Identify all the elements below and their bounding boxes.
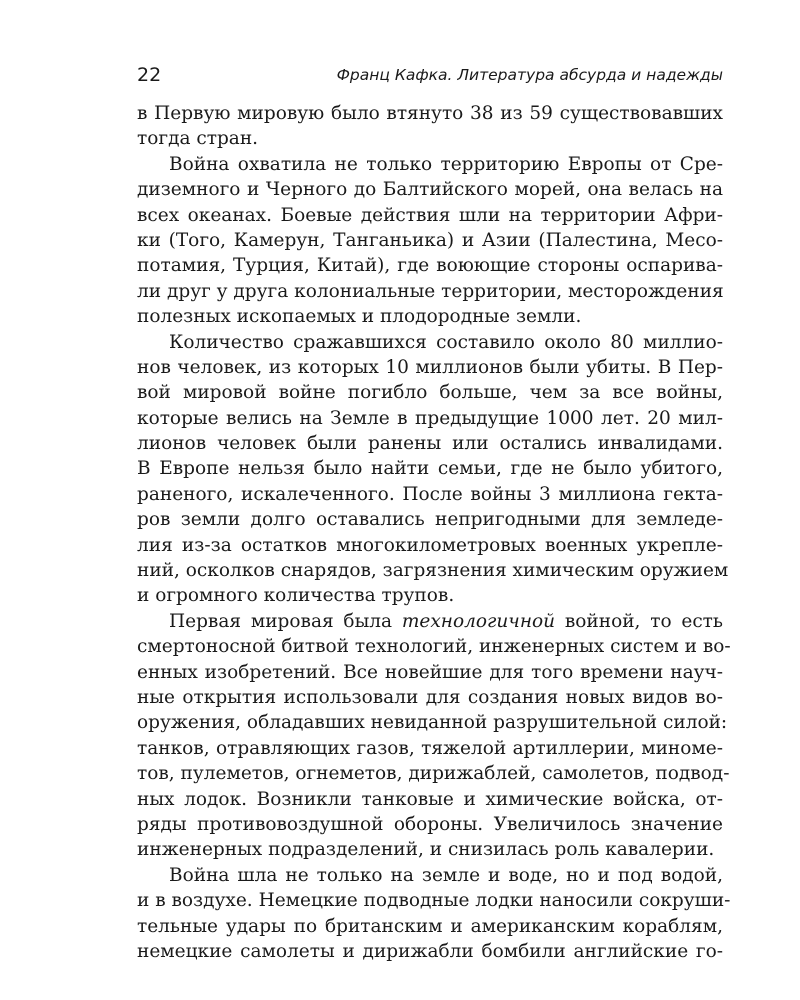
text-line: ров земли долго оставались непригодными для земледе- <box>137 509 723 531</box>
text-line: В Европе нельзя было найти семьи, где не было убитого, <box>137 458 723 480</box>
text-line: ки (Того, Камерун, Танганьика) и Азии (Палестина, Месо- <box>137 229 723 251</box>
text-line: Война охватила не только территорию Европы от Сре- <box>169 153 723 175</box>
text-line: смертоносной битвой технологий, инженерных систем и во- <box>137 636 731 658</box>
text-line: оружения, обладавших невиданной разрушительной силой: <box>137 712 728 734</box>
text-line: ли друг у друга колониальные территории, месторождения <box>137 280 724 302</box>
text-line: ных лодок. Возникли танковые и химические войска, от- <box>137 788 723 810</box>
text-line: инженерных подразделений, и снизилась роль кавалерии. <box>137 839 715 861</box>
text-line-with-emphasis <box>137 609 723 634</box>
text-line: полезных ископаемых и плодородные земли. <box>137 306 582 328</box>
running-title: Франц Кафка. Литература абсурда и надежды <box>336 66 723 84</box>
text-line: и огромного количества трупов. <box>137 585 455 607</box>
text-line: потамия, Турция, Китай), где воюющие стороны оспарива- <box>137 255 723 277</box>
text-run: Первая мировая была <box>169 610 402 632</box>
text-line: Количество сражавшихся составило около 80 миллио- <box>169 331 723 353</box>
text-line: в Первую мировую было втянуто 38 из 59 существовавших <box>137 103 723 124</box>
text-line: ряды противовоздушной обороны. Увеличилось значение <box>137 813 723 835</box>
text-line: ные открытия использовали для создания новых видов во- <box>137 686 723 708</box>
text-line: вой мировой войне погибло больше, чем за все войны, <box>137 382 723 404</box>
text-line: немецкие самолеты и дирижабли бомбили английские го- <box>137 940 723 962</box>
text-line: Война шла не только на земле и воде, но и под водой, <box>169 864 723 886</box>
text-line: ний, осколков снарядов, загрязнения химическим оружием <box>137 560 729 582</box>
text-line: всех океанах. Боевые действия шли на территории Афри- <box>137 204 723 226</box>
body-text <box>137 101 731 964</box>
page-number: 22 <box>137 64 162 86</box>
text-line: тов, пулеметов, огнеметов, дирижаблей, самолетов, подвод- <box>137 763 730 785</box>
text-line: лионов человек были ранены или остались инвалидами. <box>137 433 723 455</box>
text-line: и в воздухе. Немецкие подводные лодки наносили сокруши- <box>137 890 731 912</box>
text-run: войной, то есть <box>555 610 723 632</box>
text-line: раненого, искалеченного. После войны 3 миллиона гекта- <box>137 483 723 505</box>
text-line: диземного и Черного до Балтийского морей, она велась на <box>137 179 723 201</box>
text-line: нов человек, из которых 10 миллионов были убиты. В Пер- <box>137 356 723 378</box>
text-line: танков, отравляющих газов, тяжелой артиллерии, миноме- <box>137 737 723 759</box>
text-line: енных изобретений. Все новейшие для того времени науч- <box>137 661 723 683</box>
italic-emphasis: технологичной <box>401 610 556 632</box>
text-line: которые велись на Земле в предыдущие 1000 лет. 20 мил- <box>137 407 723 429</box>
text-line: лия из-за остатков многокилометровых военных укрепле- <box>137 534 723 556</box>
text-line: тогда стран. <box>137 128 259 150</box>
page-header <box>137 60 723 90</box>
text-line: тельные удары по британским и американским кораблям, <box>137 915 723 937</box>
